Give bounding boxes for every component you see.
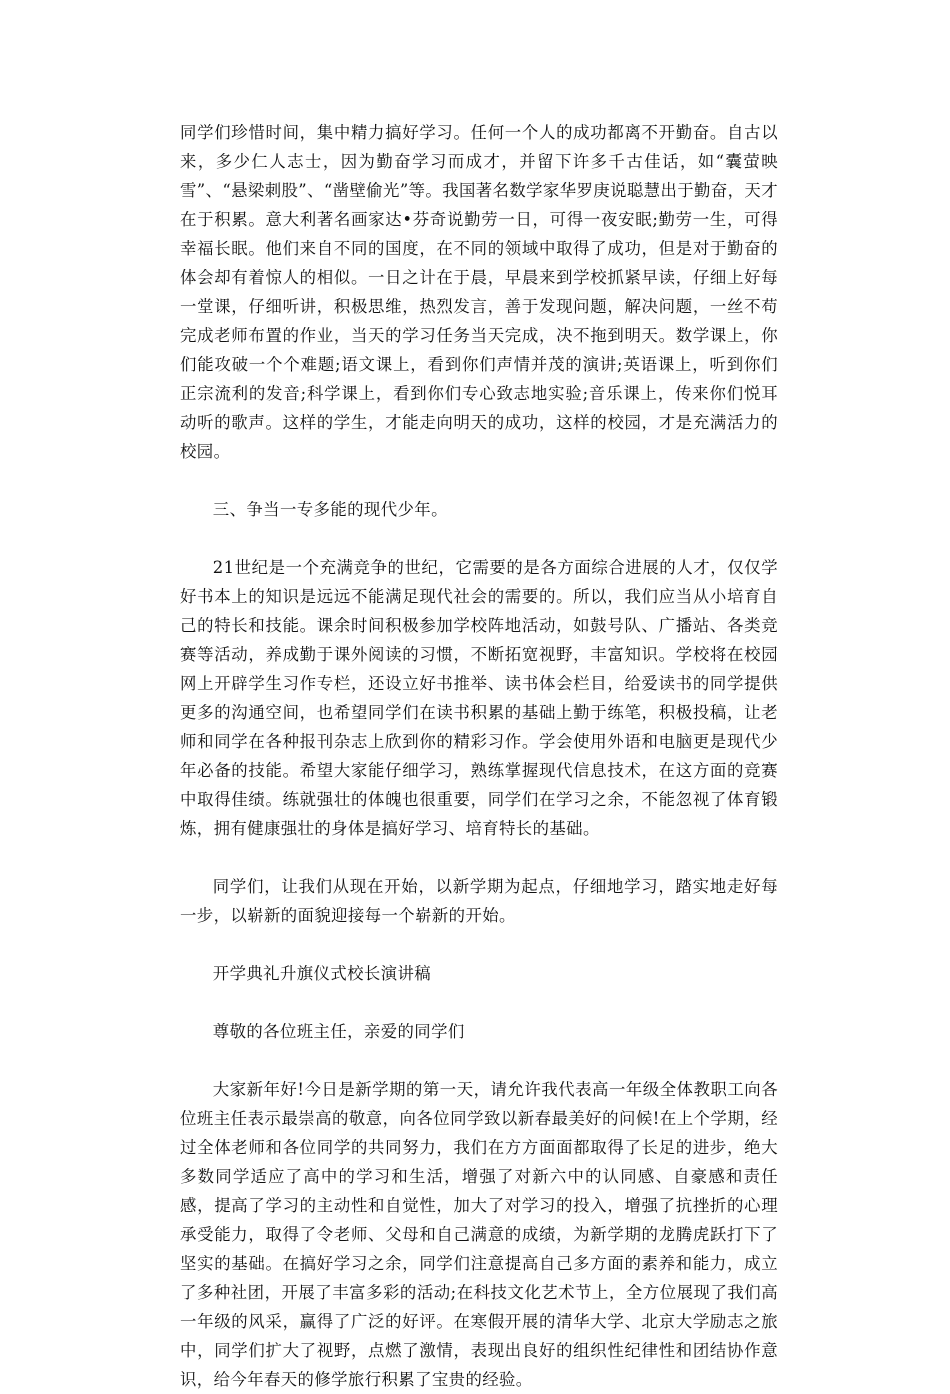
- paragraph-diligence: 同学们珍惜时间，集中精力搞好学习。任何一个人的成功都离不开勤奋。自古以来，多少仁人志士，因为勤奋学习而成才，并留下许多千古佳话，如“囊萤映雪”、“悬梁刺股”、“凿壁偷光”等。我国著名数学家华罗庚说聪慧出于勤奋，天才在于积累。意大利著名画家达•芬奇说勤劳一日，可得一夜安眠;勤劳一生，可得幸福长眠。他们来自不同的国度，在不同的领域中取得了成功，但是对于勤奋的体会却有着惊人的相似。一日之计在于晨，早晨来到学校抓紧早读，仔细上好每一堂课，仔细听讲，积极思维，热烈发言，善于发现问题，解决问题，一丝不苟完成老师布置的作业，当天的学习任务当天完成，决不拖到明天。数学课上，你们能攻破一个个难题;语文课上，看到你们声情并茂的演讲;英语课上，听到你们正宗流利的发音;科学课上，看到你们专心致志地实验;音乐课上，传来你们悦耳动听的歌声。这样的学生，才能走向明天的成功，这样的校园，才是充满活力的校园。: [180, 123, 778, 461]
- paragraph-21st-century: 21世纪是一个充满竞争的世纪，它需要的是各方面综合进展的人才，仅仅学好书本上的知识是远远不能满足现代社会的需要的。所以，我们应当从小培育自己的特长和技能。课余时间积极参加学校阵地活动，如鼓号队、广播站、各类竞赛等活动，养成勤于课外阅读的习惯，不断拓宽视野，丰富知识。学校将在校园网上开辟学生习作专栏，还设立好书推举、读书体会栏目，给爱读书的同学提供更多的沟通空间，也希望同学们在读书积累的基础上勤于练笔，积极投稿，让老师和同学在各种报刊杂志上欣到你的精彩习作。学会使用外语和电脑更是现代少年必备的技能。希望大家能仔细学习，熟练掌握现代信息技术，在这方面的竞赛中取得佳绩。练就强壮的体魄也很重要，同学们在学习之余，不能忽视了体育锻炼，拥有健康强壮的身体是搞好学习、培育特长的基础。: [180, 558, 778, 838]
- paragraph-closing-call: 同学们，让我们从现在开始，以新学期为起点，仔细地学习，踏实地走好每一步，以崭新的面貌迎接每一个崭新的开始。: [180, 877, 778, 925]
- speech-salutation: 尊敬的各位班主任，亲爱的同学们: [212, 1022, 465, 1041]
- paragraph-new-year-greeting: 大家新年好!今日是新学期的第一天，请允许我代表高一年级全体教职工向各位班主任表示最崇高的敬意，向各位同学致以新春最美好的问候!在上个学期，经过全体老师和各位同学的共同努力，我们在方方面面都取得了长足的进步，绝大多数同学适应了高中的学习和生活，增强了对新六中的认同感、自豪感和责任感，提高了学习的主动性和自觉性，加大了对学习的投入，增强了抗挫折的心理承受能力，取得了令老师、父母和自己满意的成绩，为新学期的龙腾虎跃打下了坚实的基础。在搞好学习之余，同学们注意提高自己多方面的素养和能力，成立了多种社团，开展了丰富多彩的活动;在科技文化艺术节上，全方位展现了我们高一年级的风采，赢得了广泛的好评。在寒假开展的清华大学、北京大学励志之旅中，同学们扩大了视野，点燃了激情，表现出良好的组织性纪律性和团结协作意识，给今年春天的修学旅行积累了宝贵的经验。: [180, 1080, 778, 1389]
- document-page: [180, 118, 778, 1394]
- speech-title: 开学典礼升旗仪式校长演讲稿: [212, 964, 432, 983]
- section-heading-versatile-youth: 三、争当一专多能的现代少年。: [212, 500, 448, 519]
